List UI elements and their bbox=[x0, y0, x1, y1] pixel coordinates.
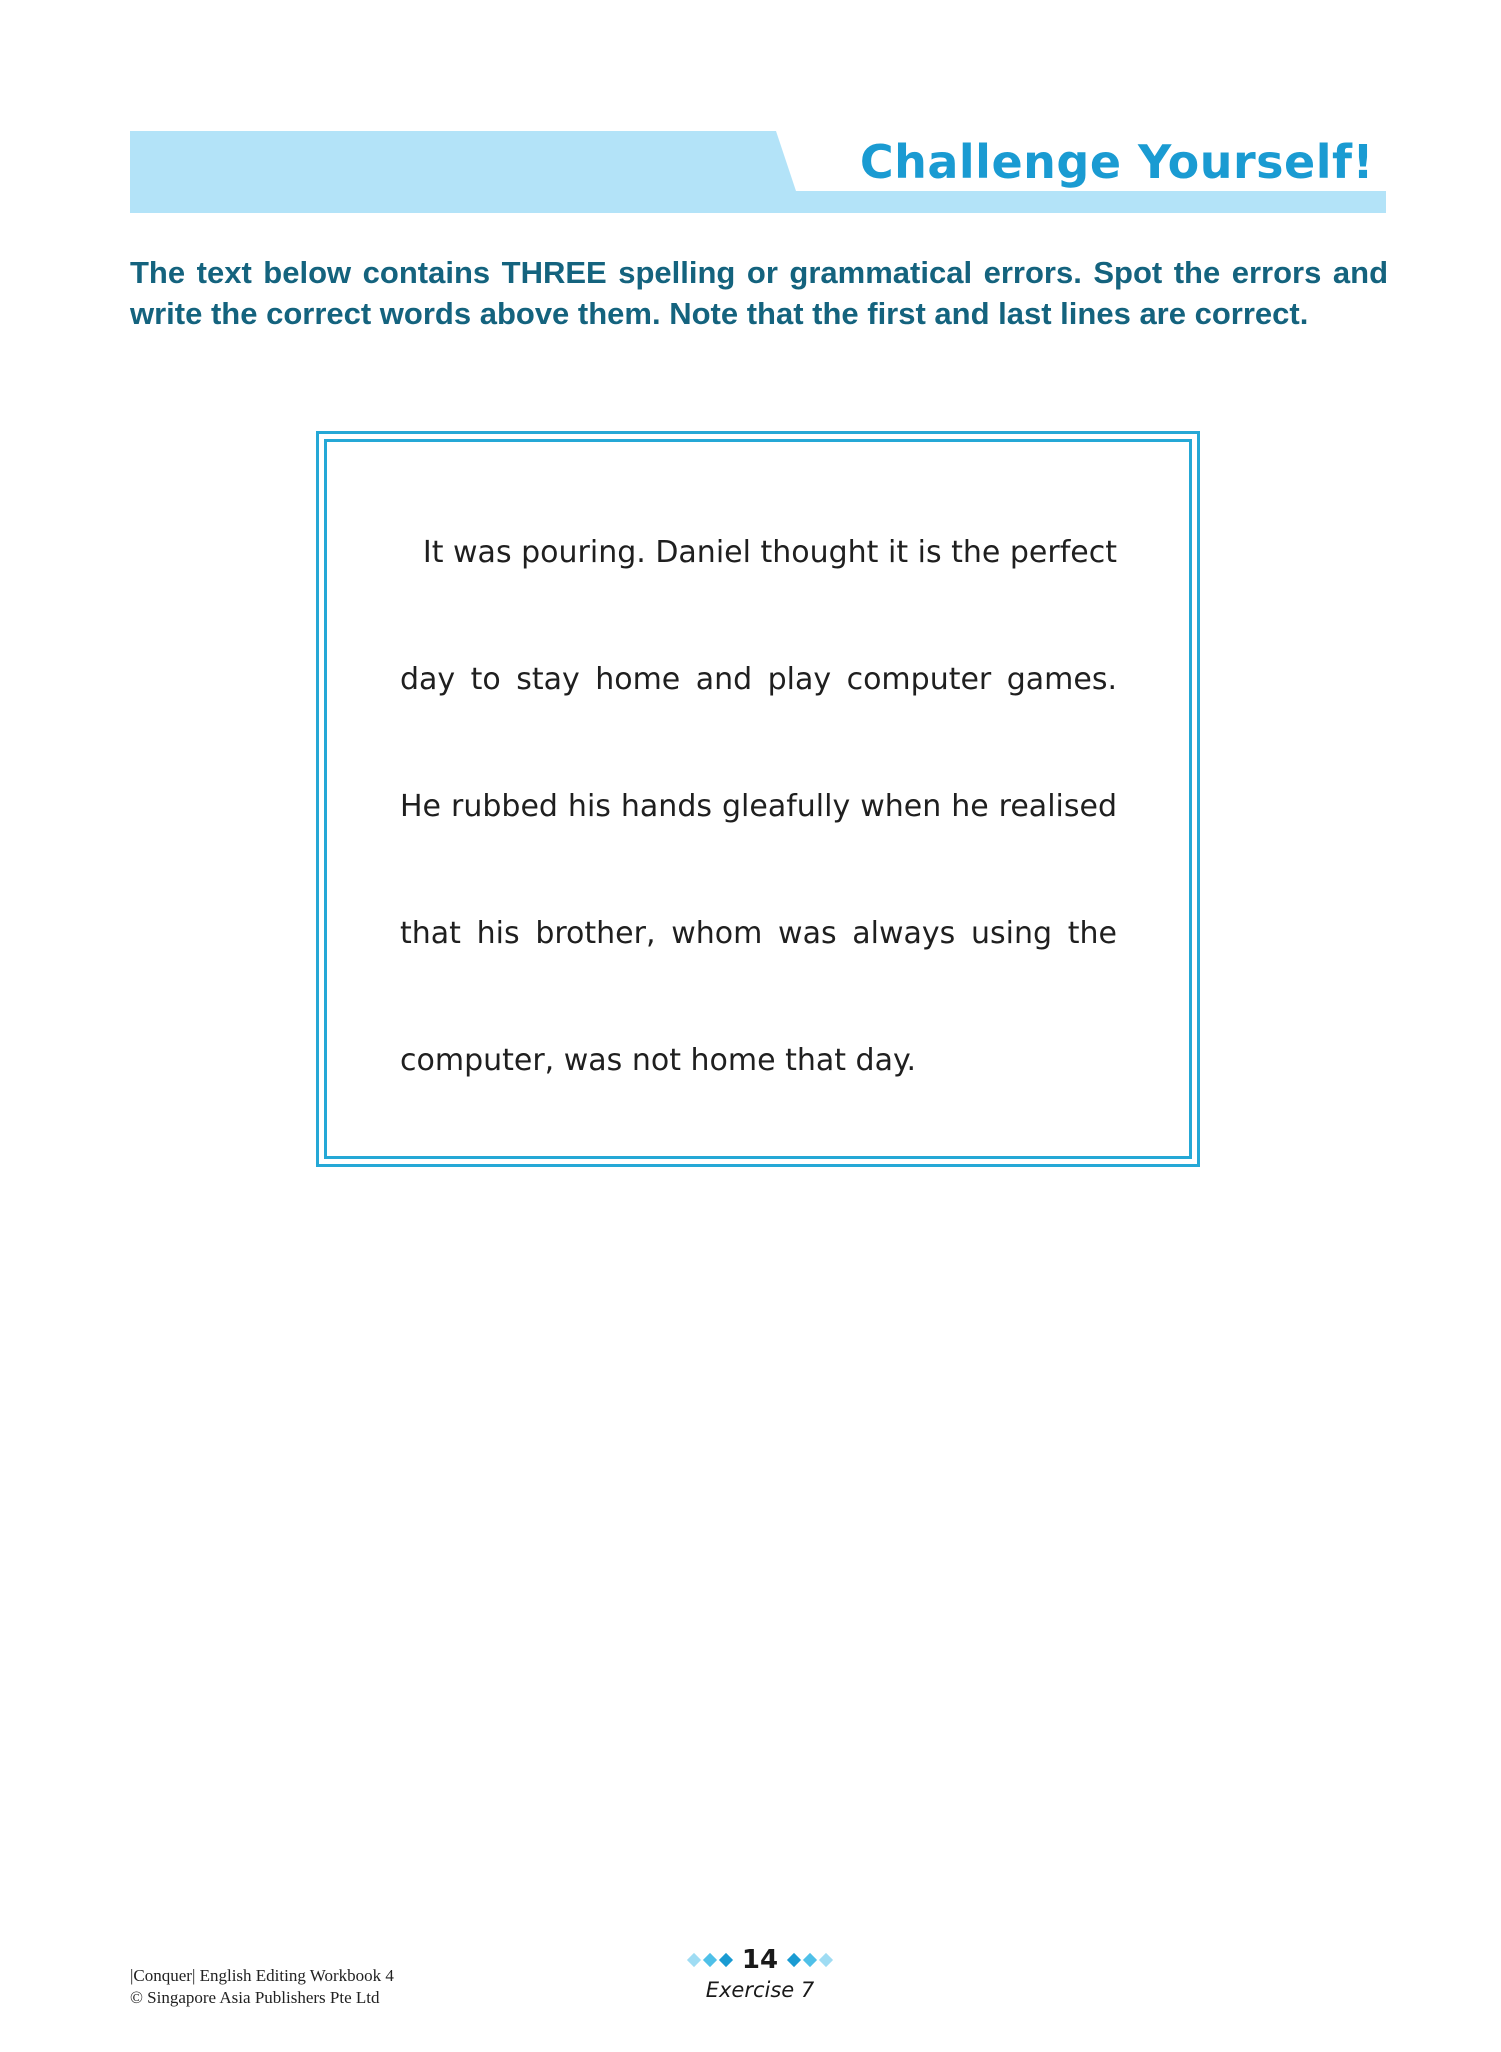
passage-line-4-text: that his brother, whom was always using the bbox=[400, 916, 1117, 951]
passage-line-2 bbox=[400, 647, 1117, 774]
header-banner bbox=[130, 131, 1386, 213]
book-title: |Conquer| English Editing Workbook 4 bbox=[130, 1966, 394, 1985]
passage-line-2-text: day to stay home and play computer games. bbox=[400, 662, 1117, 697]
page-number: 14 bbox=[741, 1945, 779, 1975]
passage-line-3-text: He rubbed his hands gleafully when he realised bbox=[400, 789, 1117, 824]
footer-credits bbox=[130, 1965, 394, 2009]
passage-line-5: computer, was not home that day. bbox=[400, 1043, 916, 1078]
diamond-ornament-right-icon bbox=[786, 1955, 834, 1965]
footer-page-info bbox=[600, 1944, 920, 2002]
instructions-text: The text below contains THREE spelling or grammatical errors. Spot the errors and write the correct words above them. Note that the first and last lines are correct. bbox=[130, 255, 1388, 331]
page-number-row bbox=[600, 1944, 920, 1976]
page-title: Challenge Yourself! bbox=[859, 135, 1374, 189]
passage-line-4 bbox=[400, 901, 1117, 1028]
passage-line-3 bbox=[400, 774, 1117, 901]
diamond-ornament-left-icon bbox=[686, 1955, 734, 1965]
passage-line-1: It was pouring. Daniel thought it is the perfect bbox=[422, 535, 1117, 570]
exercise-label: Exercise 7 bbox=[705, 1978, 815, 2002]
copyright-notice: © Singapore Asia Publishers Pte Ltd bbox=[130, 1988, 380, 2007]
passage bbox=[400, 520, 1117, 1155]
